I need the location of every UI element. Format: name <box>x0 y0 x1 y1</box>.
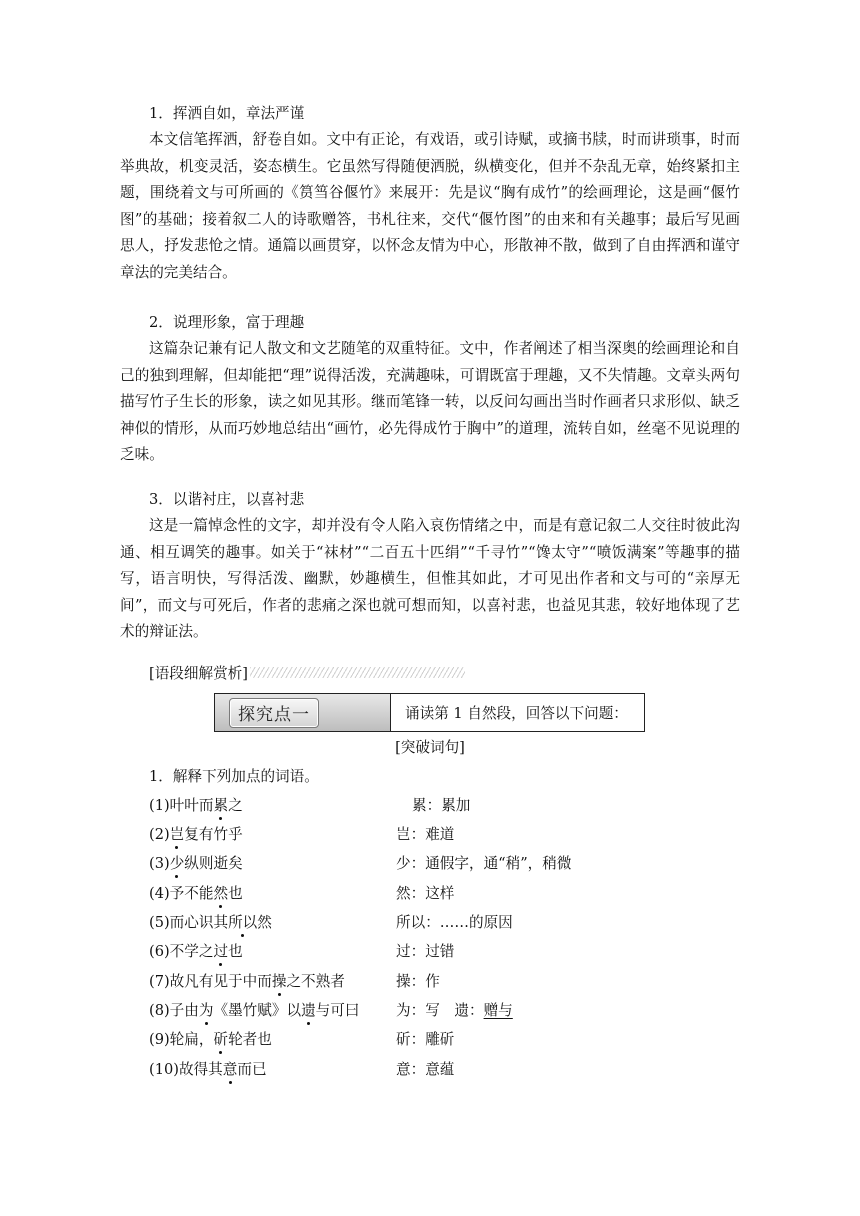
section-body-3: 这是一篇悼念性的文字，却并没有令人陷入哀伤情绪之中，而是有意记叙二人交往时彼此沟通、相互调笑的趣事。如关于“袜材”“二百五十匹绢”“千寻竹”“馋太守”“喷饭满案”等趣事的描写，语言明快，写得活泼、幽默，妙趣横生，但惟其如此，才可见出作者和文与可的“亲厚无间”，而文与可死后，作者的悲痛之深也就可想而知，以喜衬悲，也益见其悲，较好地体现了艺术的辩证法。 <box>120 517 740 641</box>
section-label <box>149 660 465 684</box>
vocab-term: (7)故凡有见于中而操之不熟者 <box>149 970 345 991</box>
vocab-item <box>149 1058 669 1080</box>
section-label-text: [语段细解赏析] <box>149 664 248 682</box>
vocab-term: (5)而心识其所以然 <box>149 911 272 932</box>
explore-tag-cell <box>215 694 391 731</box>
emphasis-dot: 所以 <box>228 911 257 932</box>
vocab-answer: 然：这样 <box>396 885 455 902</box>
vocab-answer: 少：通假字，通“稍”，稍微 <box>396 855 572 872</box>
emphasis-dot: 斫 <box>213 1028 228 1049</box>
vocab-answer: 过：过错 <box>396 943 455 960</box>
explore-box <box>214 693 645 732</box>
vocab-answer: 所以：……的原因 <box>396 914 513 931</box>
vocab-answer: 斫：雕斫 <box>396 1031 455 1048</box>
vocab-term: (9)轮扁，斫轮者也 <box>149 1028 272 1049</box>
vocab-item <box>149 999 669 1021</box>
vocab-answer: 操：作 <box>396 973 440 990</box>
vocab-item <box>149 882 669 904</box>
emphasis-dot: 累 <box>213 794 228 815</box>
emphasis-dot: 遗 <box>301 999 316 1020</box>
vocab-item <box>149 852 669 874</box>
emphasis-dot: 为 <box>199 999 214 1020</box>
section-heading-3: 3．以谐衬庄，以喜衬悲 <box>149 491 305 508</box>
emphasis-dot: 意 <box>223 1058 238 1079</box>
section-body-1: 本文信笔挥洒，舒卷自如。文中有正论，有戏语，或引诗赋，或摘书牍，时而讲琐事，时而举典故，机变灵活，姿态横生。它虽然写得随便洒脱，纵横变化，但并不杂乱无章，始终紧扣主题，围绕着文与可所画的《筼筜谷偃竹》来展开：先是议“胸有成竹”的绘画理论，这是画“偃竹图”的基础；接着叙二人的诗歌赠答，书札往来，交代“偃竹图”的由来和有关趣事；最后写见画思人，抒发悲怆之情。通篇以画贯穿，以怀念友情为中心，形散神不散，做到了自由挥洒和谨守章法的完美结合。 <box>120 131 740 281</box>
section-heading-2: 2．说理形象，富于理趣 <box>149 314 305 331</box>
emphasis-dot: 少 <box>170 852 185 873</box>
subheading: [突破词句] <box>395 739 465 756</box>
vocab-term: (10)故得其意而已 <box>149 1058 267 1079</box>
hatch-decoration <box>250 667 465 678</box>
emphasis-dot: 操 <box>272 970 287 991</box>
emphasis-dot: 过 <box>213 940 228 961</box>
section-body-2: 这篇杂记兼有记人散文和文艺随笔的双重特征。文中，作者阐述了相当深奥的绘画理论和自己的独到理解，但却能把“理”说得活泼，充满趣味，可谓既富于理趣，又不失情趣。文章头两句描写竹子生长的形象，读之如见其形。继而笔锋一转，以反问勾画出当时作画者只求形似、缺乏神似的情形，从而巧妙地总结出“画竹，必先得成竹于胸中”的道理，流转自如，丝毫不见说理的乏味。 <box>120 340 740 464</box>
vocab-item <box>149 794 669 816</box>
vocab-answer: 意：意蕴 <box>396 1061 455 1078</box>
vocab-answer: 为：写 遗：赠与 <box>396 1002 513 1019</box>
vocab-item <box>149 970 669 992</box>
vocab-item <box>149 911 669 933</box>
vocab-item <box>149 940 669 962</box>
question-title: 1．解释下列加点的词语。 <box>149 768 319 785</box>
vocab-term: (6)不学之过也 <box>149 940 243 961</box>
emphasis-dot: 岂 <box>170 823 185 844</box>
explore-tag: 探究点一 <box>229 698 319 728</box>
emphasis-dot: 然 <box>213 882 228 903</box>
vocab-term: (3)少纵则逝矣 <box>149 852 243 873</box>
vocab-term: (2)岂复有竹乎 <box>149 823 243 844</box>
vocab-answer: 累：累加 <box>412 797 471 814</box>
vocab-answer: 岂：难道 <box>396 826 455 843</box>
vocab-item <box>149 1028 669 1050</box>
vocab-term: (8)子由为《墨竹赋》以遗与可曰 <box>149 999 359 1020</box>
explore-instruction: 诵读第 1 自然段，回答以下问题： <box>405 705 628 722</box>
vocab-term: (1)叶叶而累之 <box>149 794 243 815</box>
vocab-item <box>149 823 669 845</box>
section-heading-1: 1．挥洒自如，章法严谨 <box>149 105 305 122</box>
underlined-answer: 赠与 <box>483 1002 513 1019</box>
vocab-term: (4)予不能然也 <box>149 882 243 903</box>
